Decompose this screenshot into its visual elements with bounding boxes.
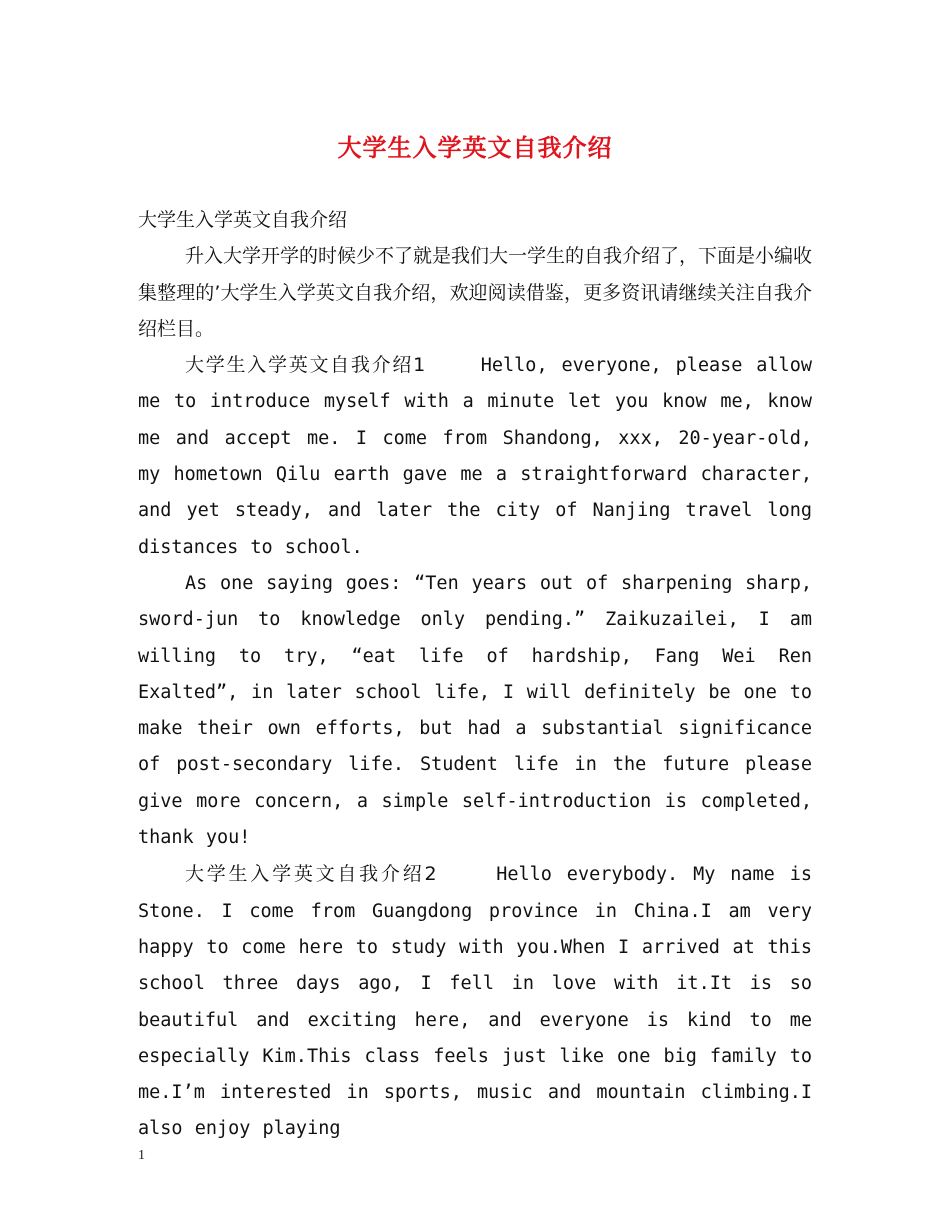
document-title: 大学生入学英文自我介绍 — [337, 134, 613, 162]
section-heading: 大学生入学英文自我介绍 — [138, 209, 348, 231]
page-number: 1 — [138, 1148, 145, 1163]
section2-text: Hello everybody. My name is Stone. I come from Guangdong province in China.I am very happy to come here to study with you.When I arrived at this school three days ago, I fell in love with it.It is so beautiful and exciting here, and everyone is kind to me especially Kim.This class feels just like one big family to me.I’m interested in sports, music and mountain climbing.I also enjoy playing — [138, 864, 813, 1140]
section1-text: Hello, everyone, please allow me to introduce myself with a minute let you know me, know me and accept me. I come from Shandong, xxx, 20-year-old, my hometown Qilu earth gave me a straightforward character, and yet steady, and later the city of Nanjing travel long distances to school. — [138, 355, 812, 558]
section1-paragraph — [138, 347, 812, 566]
section2-label: 大学生入学英文自我介绍2 — [185, 863, 437, 886]
document-body — [138, 202, 812, 1148]
paragraph-2: As one saying goes: “Ten years out of sharpening sharp, sword-jun to knowledge only pending.” Zaikuzailei, I am willing to try, “eat life of hardship, Fang Wei Ren Exalted”, in later school life, I will definitely be one to make their own efforts, but had a substantial significance of post-secondary life. Student life in the future please give more concern, a simple self-introduction is completed, thank you! — [138, 572, 812, 849]
intro-paragraph: 升入大学开学的时候少不了就是我们大一学生的自我介绍了，下面是小编收集整理的’大学生入学英文自我介绍，欢迎阅读借鉴，更多资讯请继续关注自我介绍栏目。 — [138, 245, 813, 340]
section1-label: 大学生入学英文自我介绍1 — [185, 354, 426, 377]
section2-paragraph — [138, 856, 812, 1147]
